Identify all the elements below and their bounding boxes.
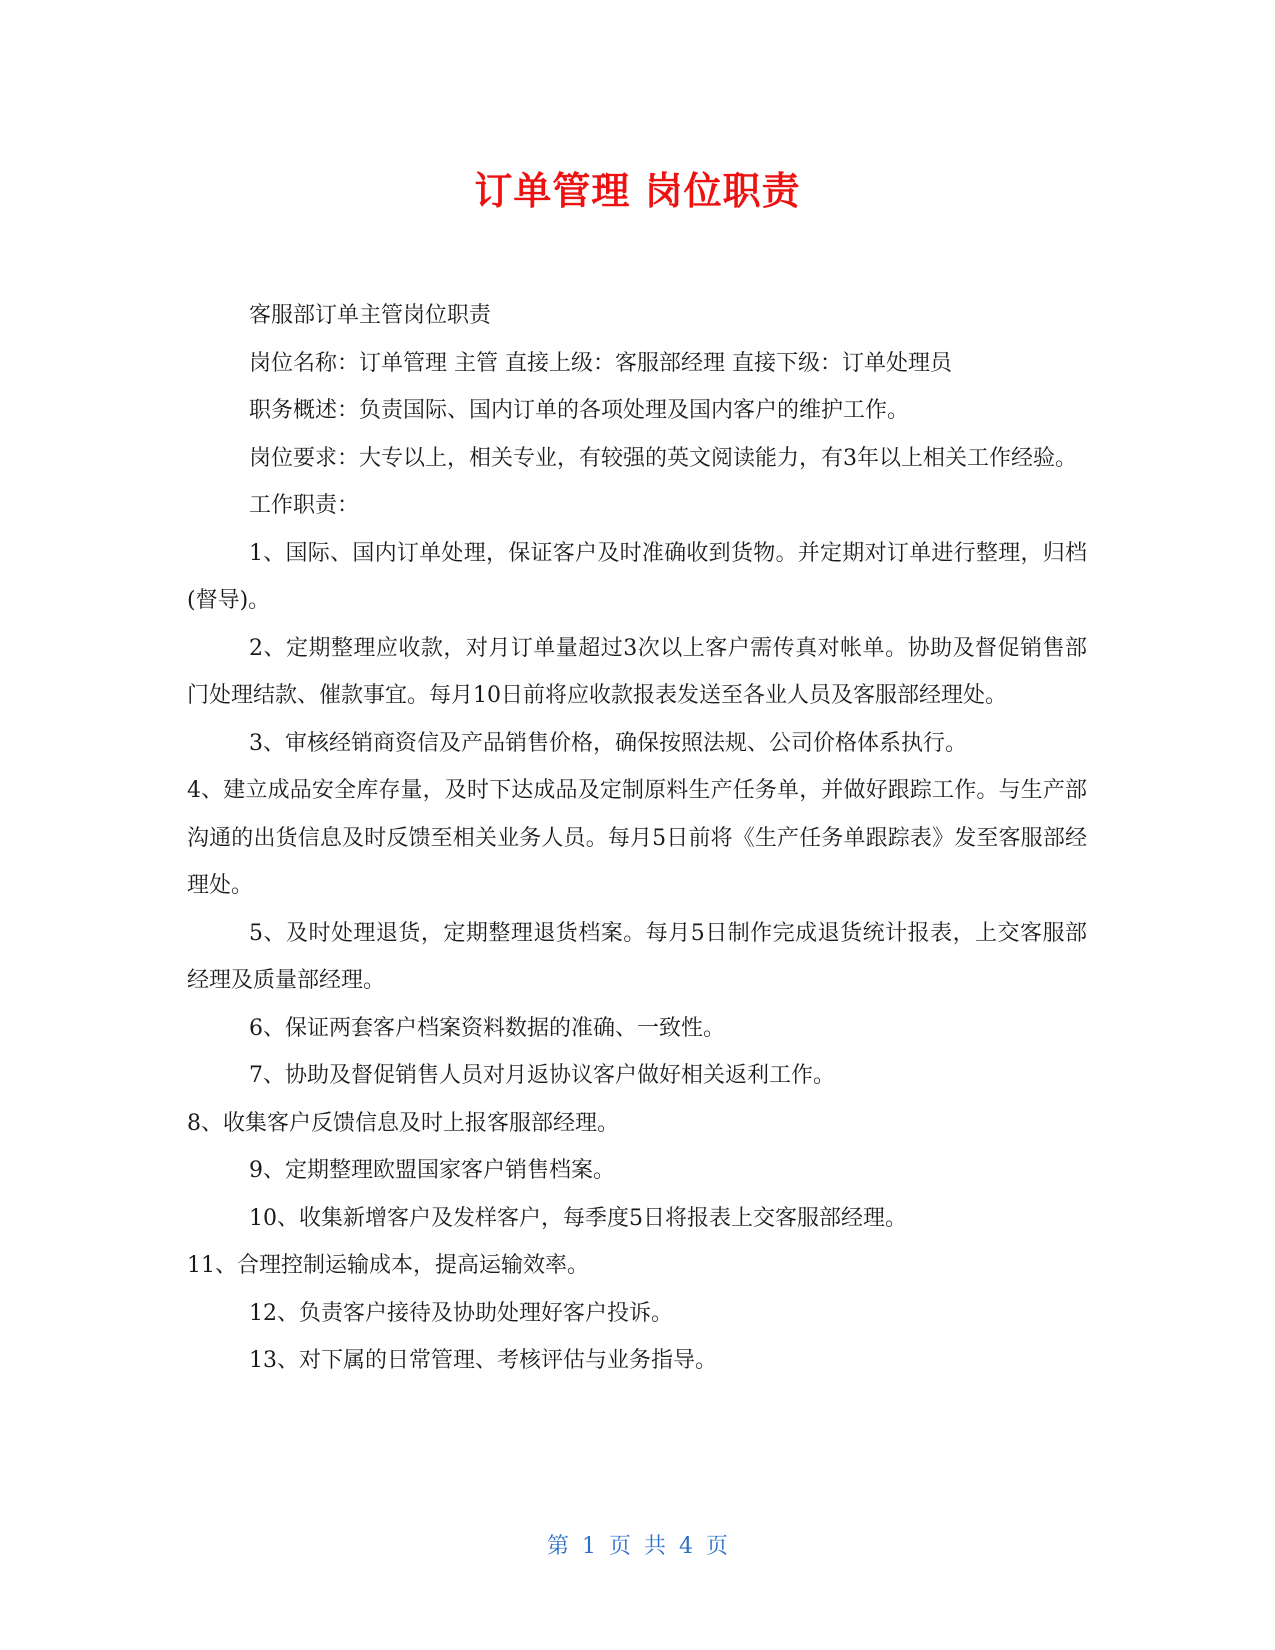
duty-item-5: 5、及时处理退货，定期整理退货档案。每月5日制作完成退货统计报表，上交客服部经理及质量部经理。 xyxy=(187,920,1087,993)
document-body xyxy=(187,292,1087,1385)
page-number-footer: 第 1 页 共 4 页 xyxy=(547,1534,728,1559)
paragraph-job-overview: 职务概述：负责国际、国内订单的各项处理及国内客户的维护工作。 xyxy=(249,398,910,423)
duty-item-3: 3、审核经销商资信及产品销售价格，确保按照法规、公司价格体系执行。 xyxy=(249,730,967,756)
duty-item-7: 7、协助及督促销售人员对月返协议客户做好相关返利工作。 xyxy=(249,1063,835,1088)
paragraph-duties-heading: 工作职责： xyxy=(249,493,360,518)
duty-item-1: 1、国际、国内订单处理，保证客户及时准确收到货物。并定期对订单进行整理，归档(督导)。 xyxy=(187,540,1087,613)
duty-item-13: 13、对下属的日常管理、考核评估与业务指导。 xyxy=(249,1348,717,1373)
duty-item-10: 10、收集新增客户及发样客户，每季度5日将报表上交客服部经理。 xyxy=(249,1205,907,1231)
duty-item-12: 12、负责客户接待及协助处理好客户投诉。 xyxy=(249,1300,673,1326)
paragraph-position-info: 岗位名称：订单管理 主管 直接上级：客服部经理 直接下级：订单处理员 xyxy=(249,350,952,376)
duty-item-9: 9、定期整理欧盟国家客户销售档案。 xyxy=(249,1158,615,1183)
duty-item-2: 2、定期整理应收款，对月订单量超过3次以上客户需传真对帐单。协助及督促销售部门处理结款、催款事宜。每月10日前将应收款报表发送至各业人员及客服部经理处。 xyxy=(187,635,1087,708)
duty-item-6: 6、保证两套客户档案资料数据的准确、一致性。 xyxy=(249,1015,725,1041)
duty-item-11: 11、合理控制运输成本，提高运输效率。 xyxy=(187,1253,589,1278)
duty-item-8: 8、收集客户反馈信息及时上报客服部经理。 xyxy=(187,1110,619,1136)
document-title: 订单管理 岗位职责 xyxy=(474,169,801,213)
duty-item-4: 4、建立成品安全库存量，及时下达成品及定制原料生产任务单，并做好跟踪工作。与生产部沟通的出货信息及时反馈至相关业务人员。每月5日前将《生产任务单跟踪表》发至客服部经理处。 xyxy=(187,778,1087,898)
paragraph-requirements: 岗位要求：大专以上，相关专业，有较强的英文阅读能力，有3年以上相关工作经验。 xyxy=(249,445,1077,471)
paragraph-section-heading: 客服部订单主管岗位职责 xyxy=(249,303,492,328)
